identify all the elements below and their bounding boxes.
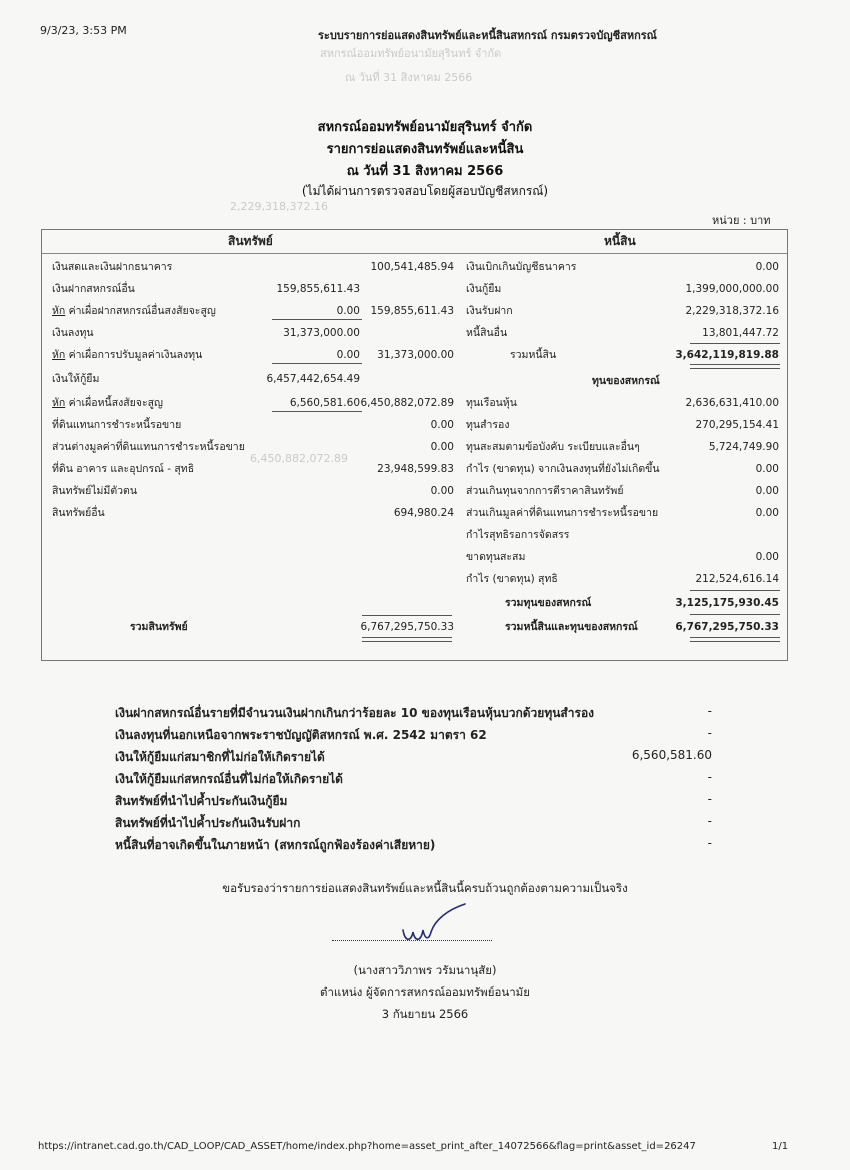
asset-inv-label: เงินลงทุน xyxy=(52,327,94,339)
report-title: รายการย่อแสดงสินทรัพย์และหนี้สิน xyxy=(326,142,524,157)
note-value: - xyxy=(707,770,712,784)
asset-loan-allow xyxy=(52,396,163,410)
equity-header: ทุนของสหกรณ์ xyxy=(592,375,660,387)
note-value: - xyxy=(707,726,712,740)
signature-line xyxy=(332,940,492,941)
asset-foreclosed-diff-value: 0.00 xyxy=(430,441,454,453)
eq-foreclosed-surplus-label: ส่วนเกินมูลค่าที่ดินแทนการชำระหนี้รอขาย xyxy=(466,507,659,519)
print-url: https://intranet.cad.go.th/CAD_LOOP/CAD_ASSET/home/index.php?home=asset_print_after_14072566&flag=print&asset_id=26247 xyxy=(38,1141,696,1152)
signer-name: (นางสาววิภาพร วรัมนานุสัย) xyxy=(353,963,497,977)
eq-grand-label: รวมหนี้สินและทุนของสหกรณ์ xyxy=(505,621,638,633)
double-underline xyxy=(690,364,780,369)
print-datetime: 9/3/23, 3:53 PM xyxy=(40,24,127,37)
eq-total-value: 3,125,175,930.45 xyxy=(675,597,779,609)
asset-inv-allow xyxy=(52,348,202,362)
signed-date: 3 กันยายน 2566 xyxy=(381,1007,469,1021)
liab-deposit-value: 2,229,318,372.16 xyxy=(685,305,779,317)
eq-net-value: 212,524,616.14 xyxy=(695,573,779,585)
liab-other-label: หนี้สินอื่น xyxy=(466,327,508,339)
asset-intangible-value: 0.00 xyxy=(430,485,454,497)
liab-other-value: 13,801,447.72 xyxy=(702,327,779,339)
note-label: สินทรัพย์ที่นำไปค้ำประกันเงินกู้ยืม xyxy=(115,794,288,808)
liab-deposit-label: เงินรับฝาก xyxy=(466,305,513,317)
eq-shares-label: ทุนเรือนหุ้น xyxy=(466,397,517,409)
eq-acc-loss-value: 0.00 xyxy=(755,551,779,563)
note-value: - xyxy=(707,792,712,806)
asset-cash-label: เงินสดและเงินฝากธนาคาร xyxy=(52,261,173,273)
note-label: เงินลงทุนที่นอกเหนือจากพระราชบัญญัติสหกรณ์ พ.ศ. 2542 มาตรา 62 xyxy=(115,728,487,742)
liab-total-label: รวมหนี้สิน xyxy=(510,349,557,361)
assets-total-value: 6,767,295,750.33 xyxy=(360,621,454,633)
note-value: - xyxy=(707,836,712,850)
note-value: 6,560,581.60 xyxy=(631,748,712,762)
header-divider xyxy=(42,253,787,254)
liab-overdraft-value: 0.00 xyxy=(755,261,779,273)
deduct-prefix: หัก xyxy=(52,397,66,409)
deduct-prefix: หัก xyxy=(52,305,66,317)
eq-foreclosed-surplus-value: 0.00 xyxy=(755,507,779,519)
note-label: หนี้สินที่อาจเกิดขึ้นในภายหน้า (สหกรณ์ถูกฟ้องร้องค่าเสียหาย) xyxy=(115,838,436,852)
eq-fund-value: 5,724,749.90 xyxy=(708,441,779,453)
liab-borrow-label: เงินกู้ยืม xyxy=(466,283,502,295)
asset-coop-dep-label: เงินฝากสหกรณ์อื่น xyxy=(52,283,135,295)
eq-fund-label: ทุนสะสมตามข้อบังคับ ระเบียบและอื่นๆ xyxy=(466,441,640,453)
total-line xyxy=(690,590,780,591)
asset-cash-value: 100,541,485.94 xyxy=(370,261,454,273)
asset-ppe-value: 23,948,599.83 xyxy=(377,463,454,475)
subtotal-line xyxy=(272,319,362,320)
liab-overdraft-label: เงินเบิกเกินบัญชีธนาคาร xyxy=(466,261,577,273)
certification-statement: ขอรับรองว่ารายการย่อแสดงสินทรัพย์และหนี้สินนี้ครบถ้วนถูกต้องตามความเป็นจริง xyxy=(222,881,628,895)
asset-intangible-label: สินทรัพย์ไม่มีตัวตน xyxy=(52,485,138,497)
total-line xyxy=(690,343,780,344)
double-underline xyxy=(690,637,780,642)
eq-unalloc-label: กำไรสุทธิรอการจัดสรร xyxy=(466,529,570,541)
eq-appraisal-label: ส่วนเกินทุนจากการตีราคาสินทรัพย์ xyxy=(466,485,624,497)
asset-loan-label: เงินให้กู้ยืม xyxy=(52,373,100,385)
note-value: - xyxy=(707,814,712,828)
assets-total-label: รวมสินทรัพย์ xyxy=(130,621,188,633)
note-label: เงินให้กู้ยืมแก่สมาชิกที่ไม่ก่อให้เกิดรายได้ xyxy=(115,750,325,764)
eq-unrealized-label: กำไร (ขาดทุน) จากเงินลงทุนที่ยังไม่เกิดขึ้น xyxy=(466,463,660,475)
signer-position: ตำแหน่ง ผู้จัดการสหกรณ์ออมทรัพย์อนามัย xyxy=(319,985,530,999)
report-date: ณ วันที่ 31 สิงหาคม 2566 xyxy=(346,164,504,179)
asset-inv-allow-sub: 0.00 xyxy=(336,349,360,361)
eq-unrealized-value: 0.00 xyxy=(755,463,779,475)
asset-loan-allow-sub: 6,560,581.60 xyxy=(289,397,360,409)
asset-coop-dep-allow-sub: 0.00 xyxy=(336,305,360,317)
unit-label: หน่วย : บาท xyxy=(712,214,771,227)
asset-foreclosed-diff-label: ส่วนต่างมูลค่าที่ดินแทนการชำระหนี้รอขาย xyxy=(52,441,245,453)
eq-reserve-label: ทุนสำรอง xyxy=(466,419,510,431)
bleed-through-org: สหกรณ์ออมทรัพย์อนามัยสุรินทร์ จำกัด xyxy=(320,47,502,60)
bleed-through-date: ณ วันที่ 31 สิงหาคม 2566 xyxy=(345,71,473,84)
assets-header: สินทรัพย์ xyxy=(228,234,273,248)
eq-reserve-value: 270,295,154.41 xyxy=(695,419,779,431)
eq-net-label: กำไร (ขาดทุน) สุทธิ xyxy=(466,573,558,585)
asset-coop-dep-sub: 159,855,611.43 xyxy=(276,283,360,295)
org-name: สหกรณ์ออมทรัพย์อนามัยสุรินทร์ จำกัด xyxy=(317,120,533,135)
asset-loan-sub: 6,457,442,654.49 xyxy=(266,373,360,385)
asset-coop-dep-allow xyxy=(52,304,216,318)
asset-loan-allow-label: ค่าเผื่อหนี้สงสัยจะสูญ xyxy=(68,397,163,409)
print-page-title: ระบบรายการย่อแสดงสินทรัพย์และหนี้สินสหกรณ์ กรมตรวจบัญชีสหกรณ์ xyxy=(318,29,657,42)
asset-other-value: 694,980.24 xyxy=(393,507,454,519)
asset-coop-dep-net: 159,855,611.43 xyxy=(370,305,454,317)
eq-grand-value: 6,767,295,750.33 xyxy=(675,621,779,633)
deduct-prefix: หัก xyxy=(52,349,66,361)
asset-foreclosed-label: ที่ดินแทนการชำระหนี้รอขาย xyxy=(52,419,182,431)
eq-shares-value: 2,636,631,410.00 xyxy=(685,397,779,409)
note-label: สินทรัพย์ที่นำไปค้ำประกันเงินรับฝาก xyxy=(115,816,301,830)
print-page-number: 1/1 xyxy=(772,1141,789,1152)
note-label: เงินฝากสหกรณ์อื่นรายที่มีจำนวนเงินฝากเกินกว่าร้อยละ 10 ของทุนเรือนหุ้นบวกด้วยทุนสำรอง xyxy=(115,706,595,720)
subtotal-line xyxy=(272,363,362,364)
asset-inv-allow-label: ค่าเผื่อการปรับมูลค่าเงินลงทุน xyxy=(68,349,203,361)
liab-total-value: 3,642,119,819.88 xyxy=(675,349,779,361)
asset-foreclosed-value: 0.00 xyxy=(430,419,454,431)
audit-note: (ไม่ได้ผ่านการตรวจสอบโดยผู้สอบบัญชีสหกรณ์) xyxy=(301,184,549,198)
eq-acc-loss-label: ขาดทุนสะสม xyxy=(466,551,526,563)
asset-coop-dep-allow-label: ค่าเผื่อฝากสหกรณ์อื่นสงสัยจะสูญ xyxy=(68,305,216,317)
total-line xyxy=(690,614,780,615)
total-line xyxy=(362,615,452,616)
liab-borrow-value: 1,399,000,000.00 xyxy=(685,283,779,295)
asset-inv-net: 31,373,000.00 xyxy=(377,349,454,361)
bleed-through-deposit: 2,229,318,372.16 xyxy=(230,200,328,213)
liabilities-header: หนี้สิน xyxy=(604,234,636,248)
double-underline xyxy=(362,637,452,642)
asset-ppe-label: ที่ดิน อาคาร และอุปกรณ์ - สุทธิ xyxy=(52,463,195,475)
bleed-through-loan: 6,450,882,072.89 xyxy=(250,452,348,465)
eq-total-label: รวมทุนของสหกรณ์ xyxy=(505,597,592,609)
asset-inv-sub: 31,373,000.00 xyxy=(283,327,360,339)
note-value: - xyxy=(707,704,712,718)
note-label: เงินให้กู้ยืมแก่สหกรณ์อื่นที่ไม่ก่อให้เกิดรายได้ xyxy=(115,772,343,786)
asset-other-label: สินทรัพย์อื่น xyxy=(52,507,105,519)
subtotal-line xyxy=(272,411,362,412)
eq-appraisal-value: 0.00 xyxy=(755,485,779,497)
asset-loan-net: 6,450,882,072.89 xyxy=(360,397,454,409)
